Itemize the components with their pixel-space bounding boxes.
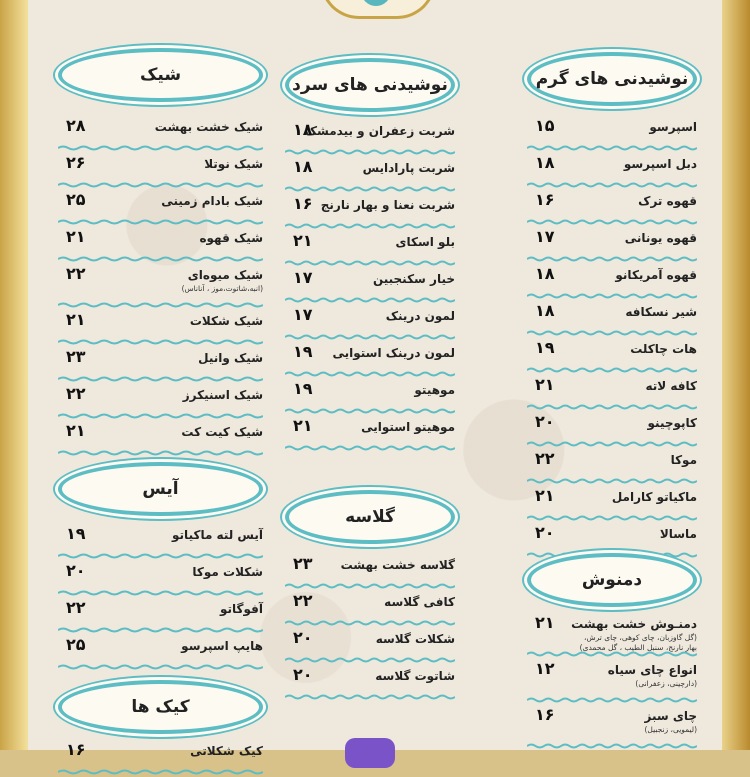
item-description: (لیمویی، زنجبیل)	[644, 725, 697, 734]
item-description-line2: بهار نارنج، سنبل الطیب ، گل محمدی)	[579, 643, 697, 652]
wave-divider	[527, 256, 697, 262]
menu-item	[527, 412, 697, 449]
menu-item	[527, 338, 697, 375]
menu-item	[58, 227, 263, 264]
wave-divider	[527, 743, 697, 749]
menu-item	[527, 375, 697, 412]
cakes-list	[58, 740, 263, 777]
wave-divider	[285, 223, 455, 229]
menu-item	[285, 342, 455, 379]
menu-item	[527, 116, 697, 153]
item-price: ۲۲	[293, 591, 313, 610]
wave-divider	[285, 583, 455, 589]
wave-divider	[58, 627, 263, 633]
item-name: شیک بادام زمینی	[161, 194, 263, 208]
menu-item	[58, 310, 263, 347]
item-name: هایپ اسپرسو	[181, 639, 263, 653]
item-price: ۱۸	[293, 157, 313, 176]
item-name: کافه لاته	[645, 379, 697, 393]
menu-item	[58, 598, 263, 635]
item-price: ۱۷	[535, 227, 555, 246]
item-price: ۱۶	[535, 705, 555, 724]
item-name: موهیتو استوایی	[361, 420, 455, 434]
menu-item	[58, 116, 263, 153]
item-price: ۲۰	[66, 561, 86, 580]
item-name: شاتوت گلاسه	[375, 669, 455, 683]
item-price: ۲۱	[535, 613, 555, 632]
wave-divider	[58, 376, 263, 382]
item-price: ۱۶	[535, 190, 555, 209]
column-left	[58, 48, 263, 458]
item-price: ۲۵	[66, 190, 86, 209]
item-price: ۲۱	[293, 416, 313, 435]
cold-list	[285, 120, 455, 453]
menu-item	[527, 190, 697, 227]
wave-divider	[285, 297, 455, 303]
section-title-tea: دمنوش	[527, 553, 697, 607]
wave-divider	[58, 553, 263, 559]
ice-list	[58, 524, 263, 672]
item-name: بلو اسکای	[395, 235, 455, 249]
item-price: ۱۸	[535, 301, 555, 320]
menu-item	[527, 264, 697, 301]
menu-item	[527, 153, 697, 190]
wave-divider	[527, 515, 697, 521]
wave-divider	[527, 651, 697, 657]
wave-divider	[58, 182, 263, 188]
item-price: ۱۹	[535, 338, 555, 357]
menu-item	[285, 628, 455, 665]
item-price: ۱۶	[293, 194, 313, 213]
item-price: ۲۰	[293, 665, 313, 684]
menu-item	[58, 561, 263, 598]
item-description: (دارچینی، زعفرانی)	[635, 679, 697, 688]
wave-divider	[58, 256, 263, 262]
menu-item	[527, 449, 697, 486]
wave-divider	[58, 450, 263, 456]
menu-item	[58, 190, 263, 227]
item-name: شیک کیت کت	[181, 425, 263, 439]
item-price: ۱۸	[535, 153, 555, 172]
column-middle	[285, 58, 455, 453]
menu-item	[285, 157, 455, 194]
item-price: ۲۳	[66, 347, 86, 366]
item-price: ۱۸	[293, 120, 313, 139]
item-name: ماسالا	[659, 527, 697, 541]
wave-divider	[58, 219, 263, 225]
section-title-glace: گلاسه	[285, 490, 455, 544]
wave-divider	[58, 145, 263, 151]
wave-divider	[58, 664, 263, 670]
menu-item	[527, 705, 697, 751]
wave-divider	[527, 697, 697, 703]
item-name: موکا	[670, 453, 697, 467]
menu-item	[58, 347, 263, 384]
item-name: شیر نسکافه	[625, 305, 697, 319]
item-price: ۲۲	[66, 384, 86, 403]
item-name: گلاسه خشت بهشت	[340, 558, 455, 572]
wave-divider	[527, 441, 697, 447]
item-name: خیار سکنجبین	[372, 272, 455, 286]
item-name: شیک شکلات	[189, 314, 263, 328]
column-middle-glace	[285, 490, 455, 702]
item-price: ۱۹	[66, 524, 86, 543]
wave-divider	[527, 330, 697, 336]
menu-item	[285, 268, 455, 305]
tea-list	[527, 613, 697, 751]
instagram-icon[interactable]	[345, 738, 395, 768]
item-name: آیس لته ماکیاتو	[172, 528, 263, 542]
item-price: ۱۷	[293, 268, 313, 287]
item-name: قهوه یونانی	[624, 231, 697, 245]
item-description: (انبه،شاتوت،موز ، آناناس)	[181, 284, 263, 293]
column-left-cakes	[58, 680, 263, 777]
column-right-tea	[527, 553, 697, 751]
menu-item	[285, 416, 455, 453]
item-price: ۲۲	[535, 449, 555, 468]
item-name: شربت زعفران و بیدمشک	[304, 124, 455, 138]
menu-item	[58, 524, 263, 561]
item-name: آفوگاتو	[219, 602, 263, 616]
menu-item	[285, 305, 455, 342]
item-name: شیک نوتلا	[204, 157, 263, 171]
item-price: ۱۵	[535, 116, 555, 135]
item-name: شیک وانیل	[198, 351, 263, 365]
menu-item	[58, 264, 263, 310]
section-title-cakes: کیک ها	[58, 680, 263, 734]
menu-item	[58, 153, 263, 190]
wave-divider	[285, 445, 455, 451]
wave-divider	[527, 478, 697, 484]
section-title-ice: آیس	[58, 462, 263, 516]
item-name: هات چاکلت	[630, 342, 697, 356]
item-price: ۲۱	[66, 421, 86, 440]
wave-divider	[58, 302, 263, 308]
wave-divider	[527, 182, 697, 188]
wave-divider	[285, 657, 455, 663]
wave-divider	[527, 293, 697, 299]
item-price: ۲۶	[66, 153, 86, 172]
item-description: (گل گاوزبان، چای کوهی، چای ترش،	[584, 633, 697, 642]
menu-item	[285, 591, 455, 628]
menu-item	[285, 554, 455, 591]
menu-item	[527, 659, 697, 705]
section-title-hot: نوشیدنی های گرم	[527, 52, 697, 106]
item-name: قهوه آمریکانو	[615, 268, 697, 282]
item-name: کافی گلاسه	[384, 595, 455, 609]
item-price: ۲۸	[66, 116, 86, 135]
wave-divider	[285, 620, 455, 626]
item-name: شیک قهوه	[199, 231, 263, 245]
item-price: ۲۱	[66, 227, 86, 246]
wave-divider	[285, 408, 455, 414]
wave-divider	[285, 186, 455, 192]
item-price: ۲۱	[535, 486, 555, 505]
wave-divider	[527, 145, 697, 151]
item-name: دبل اسپرسو	[623, 157, 697, 171]
item-name: لمون درینک استوایی	[332, 346, 455, 360]
item-name: شیک میوه‌ای	[187, 268, 263, 282]
hot-list	[527, 116, 697, 560]
item-price: ۲۰	[535, 412, 555, 431]
wave-divider	[285, 334, 455, 340]
item-name: کاپوچینو	[647, 416, 697, 430]
column-right	[527, 52, 697, 560]
item-name: کیک شکلاتی	[190, 744, 263, 758]
item-name: لمون درینک	[385, 309, 455, 323]
column-left-ice	[58, 462, 263, 672]
wave-divider	[285, 149, 455, 155]
wave-divider	[58, 590, 263, 596]
item-name: دمنـوش خشت بهشت	[571, 617, 697, 631]
section-title-shake: شیک	[58, 48, 263, 102]
item-price: ۲۲	[66, 264, 86, 283]
wave-divider	[527, 219, 697, 225]
item-name: شکلات موکا	[192, 565, 263, 579]
item-price: ۲۰	[293, 628, 313, 647]
menu-item	[527, 613, 697, 659]
item-name: شیک خشت بهشت	[154, 120, 263, 134]
item-price: ۲۲	[66, 598, 86, 617]
item-name: اسپرسو	[649, 120, 697, 134]
item-name: شربت پارادایس	[362, 161, 455, 175]
menu-item	[285, 120, 455, 157]
item-name: ماکیاتو کارامل	[611, 490, 697, 504]
menu-item	[58, 421, 263, 458]
menu-item	[58, 384, 263, 421]
menu-item	[285, 231, 455, 268]
menu-item	[58, 635, 263, 672]
wave-divider	[285, 694, 455, 700]
menu-item	[285, 665, 455, 702]
menu-item	[527, 486, 697, 523]
item-name: قهوه ترک	[638, 194, 697, 208]
menu-item	[285, 379, 455, 416]
shake-list	[58, 116, 263, 458]
menu-item	[285, 194, 455, 231]
wave-divider	[58, 339, 263, 345]
item-price: ۱۸	[535, 264, 555, 283]
item-price: ۱۹	[293, 342, 313, 361]
item-price: ۲۳	[293, 554, 313, 573]
glace-list	[285, 554, 455, 702]
wave-divider	[58, 769, 263, 775]
item-name: شیک اسنیکرز	[182, 388, 263, 402]
menu-item	[527, 301, 697, 338]
item-name: موهیتو	[414, 383, 455, 397]
item-name: شکلات گلاسه	[375, 632, 455, 646]
item-price: ۱۶	[66, 740, 86, 759]
item-price: ۱۲	[535, 659, 555, 678]
wave-divider	[58, 413, 263, 419]
menu-item	[527, 227, 697, 264]
item-price: ۲۱	[535, 375, 555, 394]
item-name: انواع چای سیاه	[607, 663, 697, 677]
item-name: چای سبز	[644, 709, 697, 723]
item-price: ۱۷	[293, 305, 313, 324]
wave-divider	[285, 260, 455, 266]
item-price: ۱۹	[293, 379, 313, 398]
item-price: ۲۱	[66, 310, 86, 329]
section-title-cold: نوشیدنی های سرد	[285, 58, 455, 112]
menu-item	[58, 740, 263, 777]
item-price: ۲۱	[293, 231, 313, 250]
wave-divider	[527, 367, 697, 373]
item-price: ۲۵	[66, 635, 86, 654]
item-price: ۲۰	[535, 523, 555, 542]
wave-divider	[527, 404, 697, 410]
item-name: شربت نعنا و بهار نارنج	[320, 198, 455, 212]
wave-divider	[285, 371, 455, 377]
